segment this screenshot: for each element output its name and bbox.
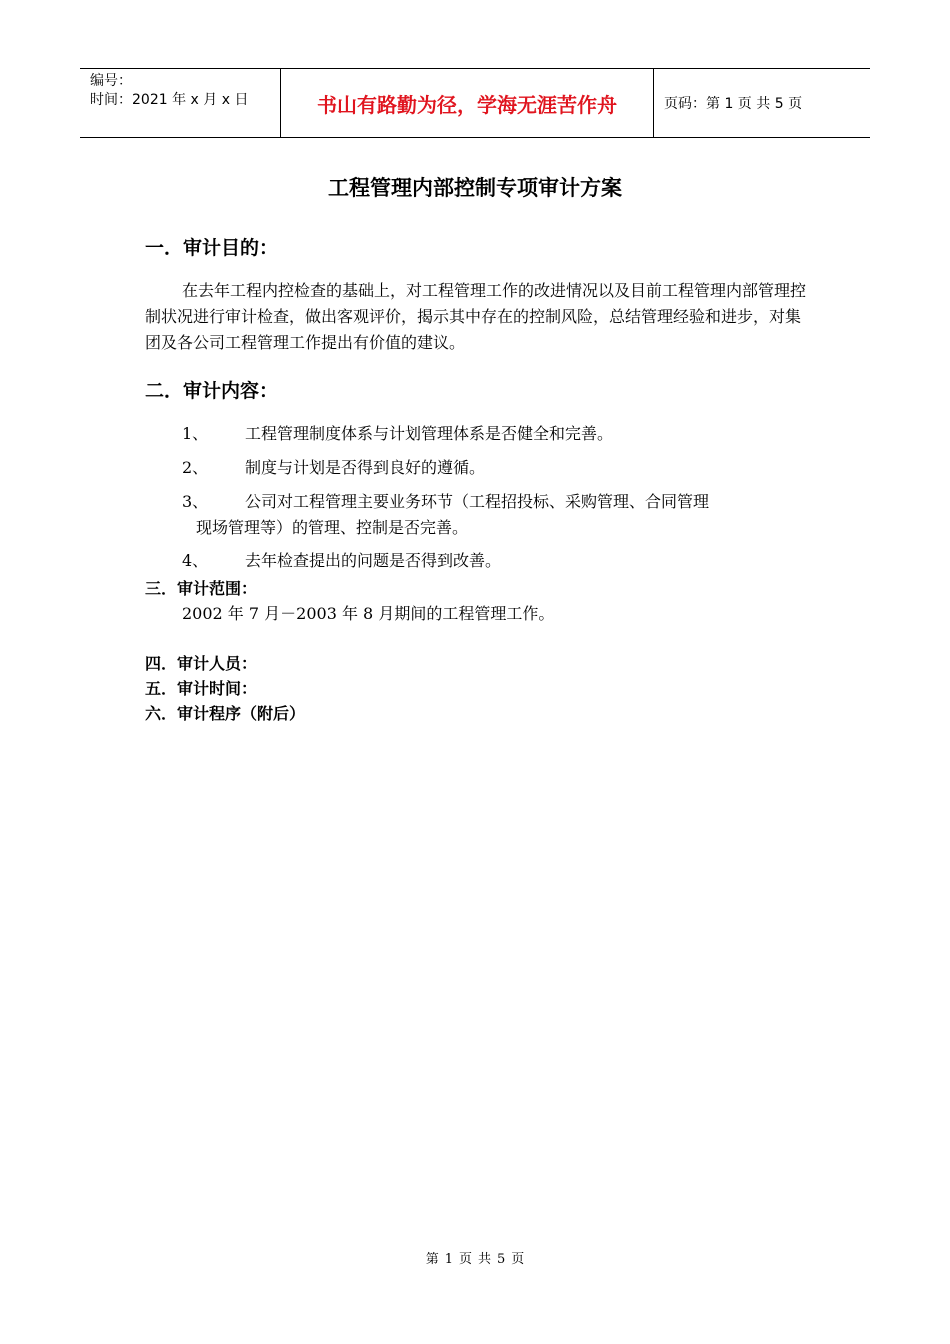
scope-text: 2002 年 7 月－2003 年 8 月期间的工程管理工作。 bbox=[182, 604, 555, 623]
page-footer bbox=[0, 1248, 950, 1267]
purpose-paragraph bbox=[145, 278, 815, 356]
list-item-text: 公司对工程管理主要业务环节（工程招投标、采购管理、合同管理 bbox=[245, 492, 710, 511]
section-heading-content: 二．审计内容： bbox=[145, 380, 279, 402]
footer-di: 第 bbox=[425, 1252, 439, 1267]
section-heading-time: 五．审计时间： bbox=[145, 679, 258, 698]
list-item-text: 制度与计划是否得到良好的遵循。 bbox=[245, 458, 486, 477]
purpose-text: 在去年工程内控检查的基础上，对工程管理工作的改进情况以及目前工程管理内部管理控制状况进行审计检查，做出客观评价，揭示其中存在的控制风险，总结管理经验和进步，对集团及各公司工程管理工作提出有价值的建议。 bbox=[145, 281, 807, 352]
section-heading-procedure: 六．审计程序（附后） bbox=[145, 704, 306, 723]
footer-total-pages: 5 bbox=[497, 1252, 506, 1267]
header-table bbox=[80, 68, 870, 138]
list-item-number: 4、 bbox=[182, 551, 209, 570]
section-heading-scope: 三．审计范围： bbox=[145, 579, 258, 598]
footer-gong: 共 bbox=[478, 1252, 492, 1267]
list-item bbox=[182, 421, 822, 447]
footer-ye-2: 页 bbox=[511, 1252, 525, 1267]
list-item-number: 1、 bbox=[182, 424, 209, 443]
number-label: 编号： bbox=[90, 73, 132, 89]
header-meta-cell bbox=[80, 69, 281, 137]
time-label: 时间：2021 年 x 月 x 日 bbox=[90, 92, 249, 108]
footer-ye: 页 bbox=[458, 1252, 472, 1267]
list-item bbox=[182, 489, 822, 537]
list-item-number: 3、 bbox=[182, 492, 209, 511]
list-item-text: 工程管理制度体系与计划管理体系是否健全和完善。 bbox=[245, 424, 614, 443]
page-label: 页码：第 1 页 共 5 页 bbox=[664, 96, 803, 112]
list-item-text: 去年检查提出的问题是否得到改善。 bbox=[245, 551, 502, 570]
list-item bbox=[182, 548, 822, 574]
document-title: 工程管理内部控制专项审计方案 bbox=[328, 176, 622, 200]
list-item-number: 2、 bbox=[182, 458, 209, 477]
list-item bbox=[182, 455, 822, 481]
footer-page-number: 1 bbox=[444, 1252, 453, 1267]
header-motto-cell bbox=[281, 69, 654, 137]
header-page-cell bbox=[654, 69, 870, 137]
motto-text: 书山有路勤为径，学海无涯苦作舟 bbox=[317, 92, 617, 117]
list-item-continuation: 现场管理等）的管理、控制是否完善。 bbox=[196, 518, 469, 537]
section-heading-staff: 四．审计人员： bbox=[145, 654, 258, 673]
section-heading-purpose: 一．审计目的： bbox=[145, 237, 279, 259]
